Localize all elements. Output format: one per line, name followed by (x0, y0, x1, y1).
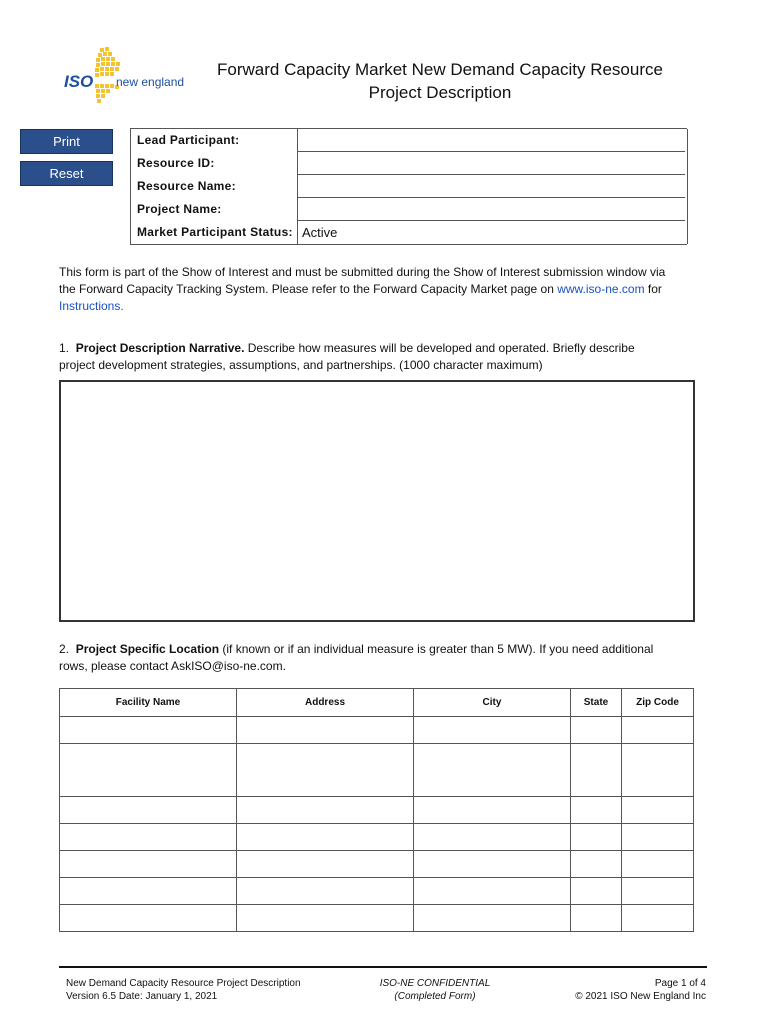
address-cell[interactable] (237, 878, 414, 905)
location-table (59, 688, 694, 932)
info-row-resource-name (131, 175, 687, 198)
city-cell[interactable] (414, 824, 571, 851)
lead-participant-field[interactable] (297, 129, 685, 152)
city-cell[interactable] (414, 905, 571, 932)
zip-code-cell[interactable] (622, 824, 694, 851)
logo-new-england-text: new england (116, 75, 185, 89)
address-cell[interactable] (237, 851, 414, 878)
info-label: Resource ID: (137, 156, 215, 170)
info-row-market-participant-status (131, 221, 687, 244)
column-header-facility-name: Facility Name (60, 689, 237, 717)
city-cell[interactable] (414, 878, 571, 905)
table-row (60, 851, 694, 878)
section-title: Project Specific Location (75, 642, 220, 656)
zip-code-cell[interactable] (622, 905, 694, 932)
facility-name-cell[interactable] (60, 744, 237, 797)
resource-info-table (130, 128, 687, 244)
footer-version: Version 6.5 Date: January 1, 2021 (66, 991, 218, 1002)
table-header-row (60, 689, 694, 717)
market-participant-status-field[interactable]: Active (297, 221, 685, 244)
zip-code-cell[interactable] (622, 797, 694, 824)
project-name-field[interactable] (297, 198, 685, 221)
table-row (60, 824, 694, 851)
table-row (60, 878, 694, 905)
info-label: Lead Participant: (137, 133, 240, 147)
section-title: Project Description Narrative. (75, 341, 245, 355)
footer-completed-form: (Completed Form) (394, 991, 476, 1002)
state-cell[interactable] (571, 851, 622, 878)
address-cell[interactable] (237, 824, 414, 851)
zip-code-cell[interactable] (622, 878, 694, 905)
footer-divider (59, 966, 707, 968)
facility-name-cell[interactable] (60, 797, 237, 824)
section-text: rows, please contact AskISO@iso-ne.com. (59, 659, 286, 673)
facility-name-cell[interactable] (60, 878, 237, 905)
iso-ne-logo (60, 44, 190, 108)
resource-name-field[interactable] (297, 175, 685, 198)
column-header-address: Address (237, 689, 414, 717)
zip-code-cell[interactable] (622, 717, 694, 744)
footer-copyright: © 2021 ISO New England Inc (575, 991, 706, 1002)
intro-text: the Forward Capacity Tracking System. Please refer to the Forward Capacity Market page on (59, 282, 558, 296)
facility-name-cell[interactable] (60, 905, 237, 932)
iso-ne-link[interactable]: www.iso-ne.com (557, 282, 645, 296)
address-cell[interactable] (237, 717, 414, 744)
state-cell[interactable] (571, 905, 622, 932)
section-text: Describe how measures will be developed and operated. Briefly describe (244, 341, 635, 355)
footer-page-number: Page 1 of 4 (654, 978, 706, 989)
footer-confidential: ISO-NE CONFIDENTIAL (379, 978, 491, 989)
city-cell[interactable] (414, 851, 571, 878)
resource-id-field[interactable] (297, 152, 685, 175)
project-description-narrative-field[interactable] (59, 380, 695, 622)
footer-doc-title: New Demand Capacity Resource Project Description (66, 978, 301, 989)
facility-name-cell[interactable] (60, 717, 237, 744)
address-cell[interactable] (237, 744, 414, 797)
state-cell[interactable] (571, 717, 622, 744)
reset-button[interactable]: Reset (20, 161, 113, 186)
state-cell[interactable] (571, 824, 622, 851)
zip-code-cell[interactable] (622, 744, 694, 797)
page-title (190, 58, 690, 104)
footer-left (66, 977, 301, 1003)
info-label: Market Participant Status: (137, 225, 293, 239)
section-text: (if known or if an individual measure is greater than 5 MW). If you need additional (219, 642, 654, 656)
table-row (60, 797, 694, 824)
table-row (60, 744, 694, 797)
print-button[interactable]: Print (20, 129, 113, 154)
city-cell[interactable] (414, 797, 571, 824)
section-2-heading (59, 641, 699, 675)
intro-line-1: This form is part of the Show of Interest and must be submitted during the Show of Interest submission window via (59, 265, 666, 279)
info-label: Project Name: (137, 202, 222, 216)
column-header-state: State (571, 689, 622, 717)
state-cell[interactable] (571, 744, 622, 797)
intro-text: for (644, 282, 662, 296)
footer-right (526, 977, 706, 1003)
column-header-zip-code: Zip Code (622, 689, 694, 717)
zip-code-cell[interactable] (622, 851, 694, 878)
facility-name-cell[interactable] (60, 824, 237, 851)
state-cell[interactable] (571, 878, 622, 905)
section-1-heading (59, 340, 699, 374)
info-row-resource-id (131, 152, 687, 175)
intro-line-2 (59, 281, 719, 298)
address-cell[interactable] (237, 905, 414, 932)
info-row-lead-participant (131, 129, 687, 152)
facility-name-cell[interactable] (60, 851, 237, 878)
city-cell[interactable] (414, 744, 571, 797)
column-header-city: City (414, 689, 571, 717)
logo-iso-text: ISO (64, 72, 94, 91)
city-cell[interactable] (414, 717, 571, 744)
state-cell[interactable] (571, 797, 622, 824)
address-cell[interactable] (237, 797, 414, 824)
title-line-1: Forward Capacity Market New Demand Capacity Resource (217, 60, 663, 79)
title-line-2: Project Description (368, 83, 512, 102)
section-number: 1. (59, 341, 70, 355)
instructions-link[interactable]: Instructions. (59, 299, 124, 313)
info-label: Resource Name: (137, 179, 236, 193)
table-row (60, 717, 694, 744)
section-text: project development strategies, assumptions, and partnerships. (1000 character maximum) (59, 358, 543, 372)
intro-paragraph (59, 264, 719, 315)
section-number: 2. (59, 642, 70, 656)
info-row-project-name (131, 198, 687, 221)
table-row (60, 905, 694, 932)
footer-center (335, 977, 535, 1003)
